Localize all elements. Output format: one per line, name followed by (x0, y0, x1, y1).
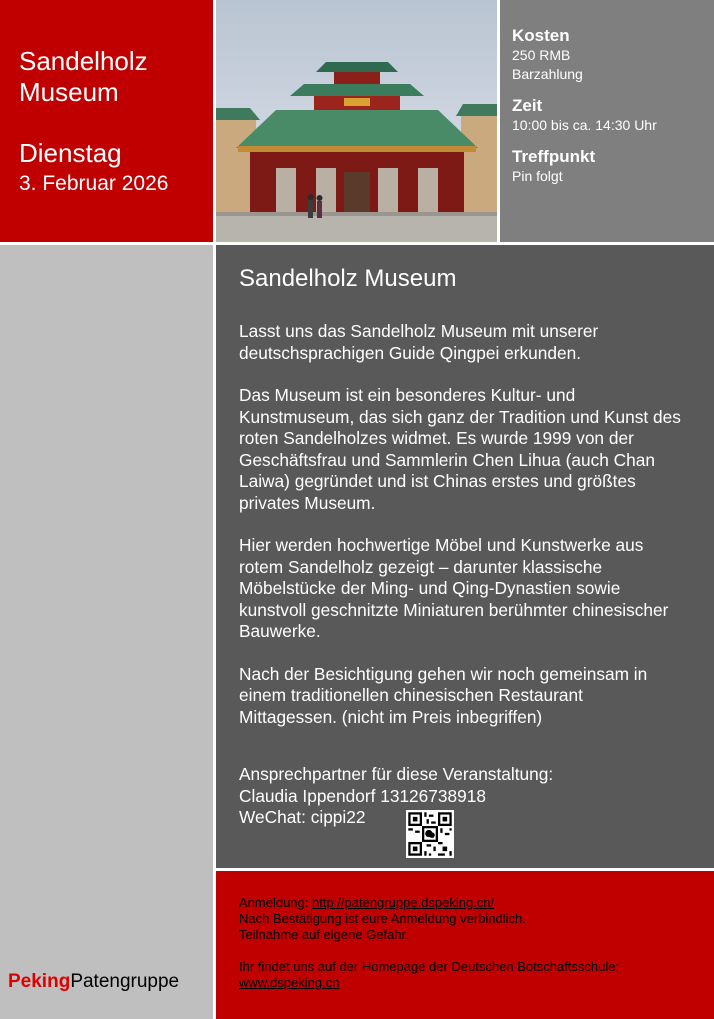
event-day: Dienstag (19, 138, 122, 168)
description-panel (216, 245, 714, 868)
wechat-qr-code-icon (406, 810, 454, 858)
description-heading: Sandelholz Museum (239, 265, 457, 292)
left-sidebar (0, 245, 213, 1019)
event-date: 3. Februar 2026 (19, 172, 169, 195)
homepage-link[interactable]: www.dspeking.cn (239, 975, 340, 990)
info-panel (500, 0, 714, 242)
time-label: Zeit (512, 96, 543, 115)
title-panel (0, 0, 213, 242)
meeting-point-label: Treffpunkt (512, 147, 596, 166)
time-value: 10:00 bis ca. 14:30 Uhr (512, 117, 657, 133)
registration-confirmation-text: Nach Bestätigung ist eure Anmeldung verbindlich. (239, 911, 526, 926)
paragraph-museum: Das Museum ist ein besonderes Kultur- und Kunstmuseum, das sich ganz der Tradition und Kunst des roten Sandelholzes widmet. Es wurde 1999 von der Geschäftsfrau und Sammlerin Chen Lihua (auch Chan Laiwa) gegründet und ist Chinas erstes und größtes privates Museum. (239, 385, 681, 513)
event-title-line1: Sandelholz (19, 46, 148, 76)
museum-building-image (216, 0, 497, 242)
registration-risk-text: Teilnahme auf eigene Gefahr. (239, 927, 409, 942)
meeting-point-value: Pin folgt (512, 168, 563, 184)
contact-name-phone: Claudia Ippendorf 13126738918 (239, 785, 486, 806)
event-title-line2: Museum (19, 77, 119, 107)
museum-photo (216, 0, 497, 242)
registration-panel (216, 871, 714, 1019)
registration-link[interactable]: http://patengruppe.dspeking.cn/ (312, 895, 495, 910)
paragraph-lunch: Nach der Besichtigung gehen wir noch gemeinsam in einem traditionellen chinesischen Restaurant Mittagessen. (nicht im Preis inbegriffen) (239, 663, 648, 727)
paragraph-intro: Lasst uns das Sandelholz Museum mit unserer deutschsprachigen Guide Qingpei erkunden. (239, 321, 599, 363)
homepage-intro-text: Ihr findet uns auf der Homepage der Deutschen Botschaftsschule: (239, 959, 620, 974)
contact-label: Ansprechpartner für diese Veranstaltung: (239, 764, 554, 784)
paragraph-exhibits: Hier werden hochwertige Möbel und Kunstwerke aus rotem Sandelholz gezeigt – darunter klassische Möbelstücke der Ming- und Qing-Dynastien sowie kunstvoll geschnitzte Miniaturen berühmter chinesischer Bauwerke. (239, 535, 669, 641)
registration-label: Anmeldung: (239, 895, 312, 910)
cost-value: 250 RMB (512, 47, 571, 63)
contact-wechat: WeChat: cippi22 (239, 807, 366, 827)
brand-part-patengruppe: Patengruppe (70, 971, 180, 992)
cost-payment: Barzahlung (512, 66, 583, 82)
brand-logo (8, 971, 179, 993)
registration-line (239, 895, 714, 911)
brand-part-peking: Peking (8, 971, 71, 992)
contact-block (239, 764, 684, 829)
cost-label: Kosten (512, 26, 570, 45)
